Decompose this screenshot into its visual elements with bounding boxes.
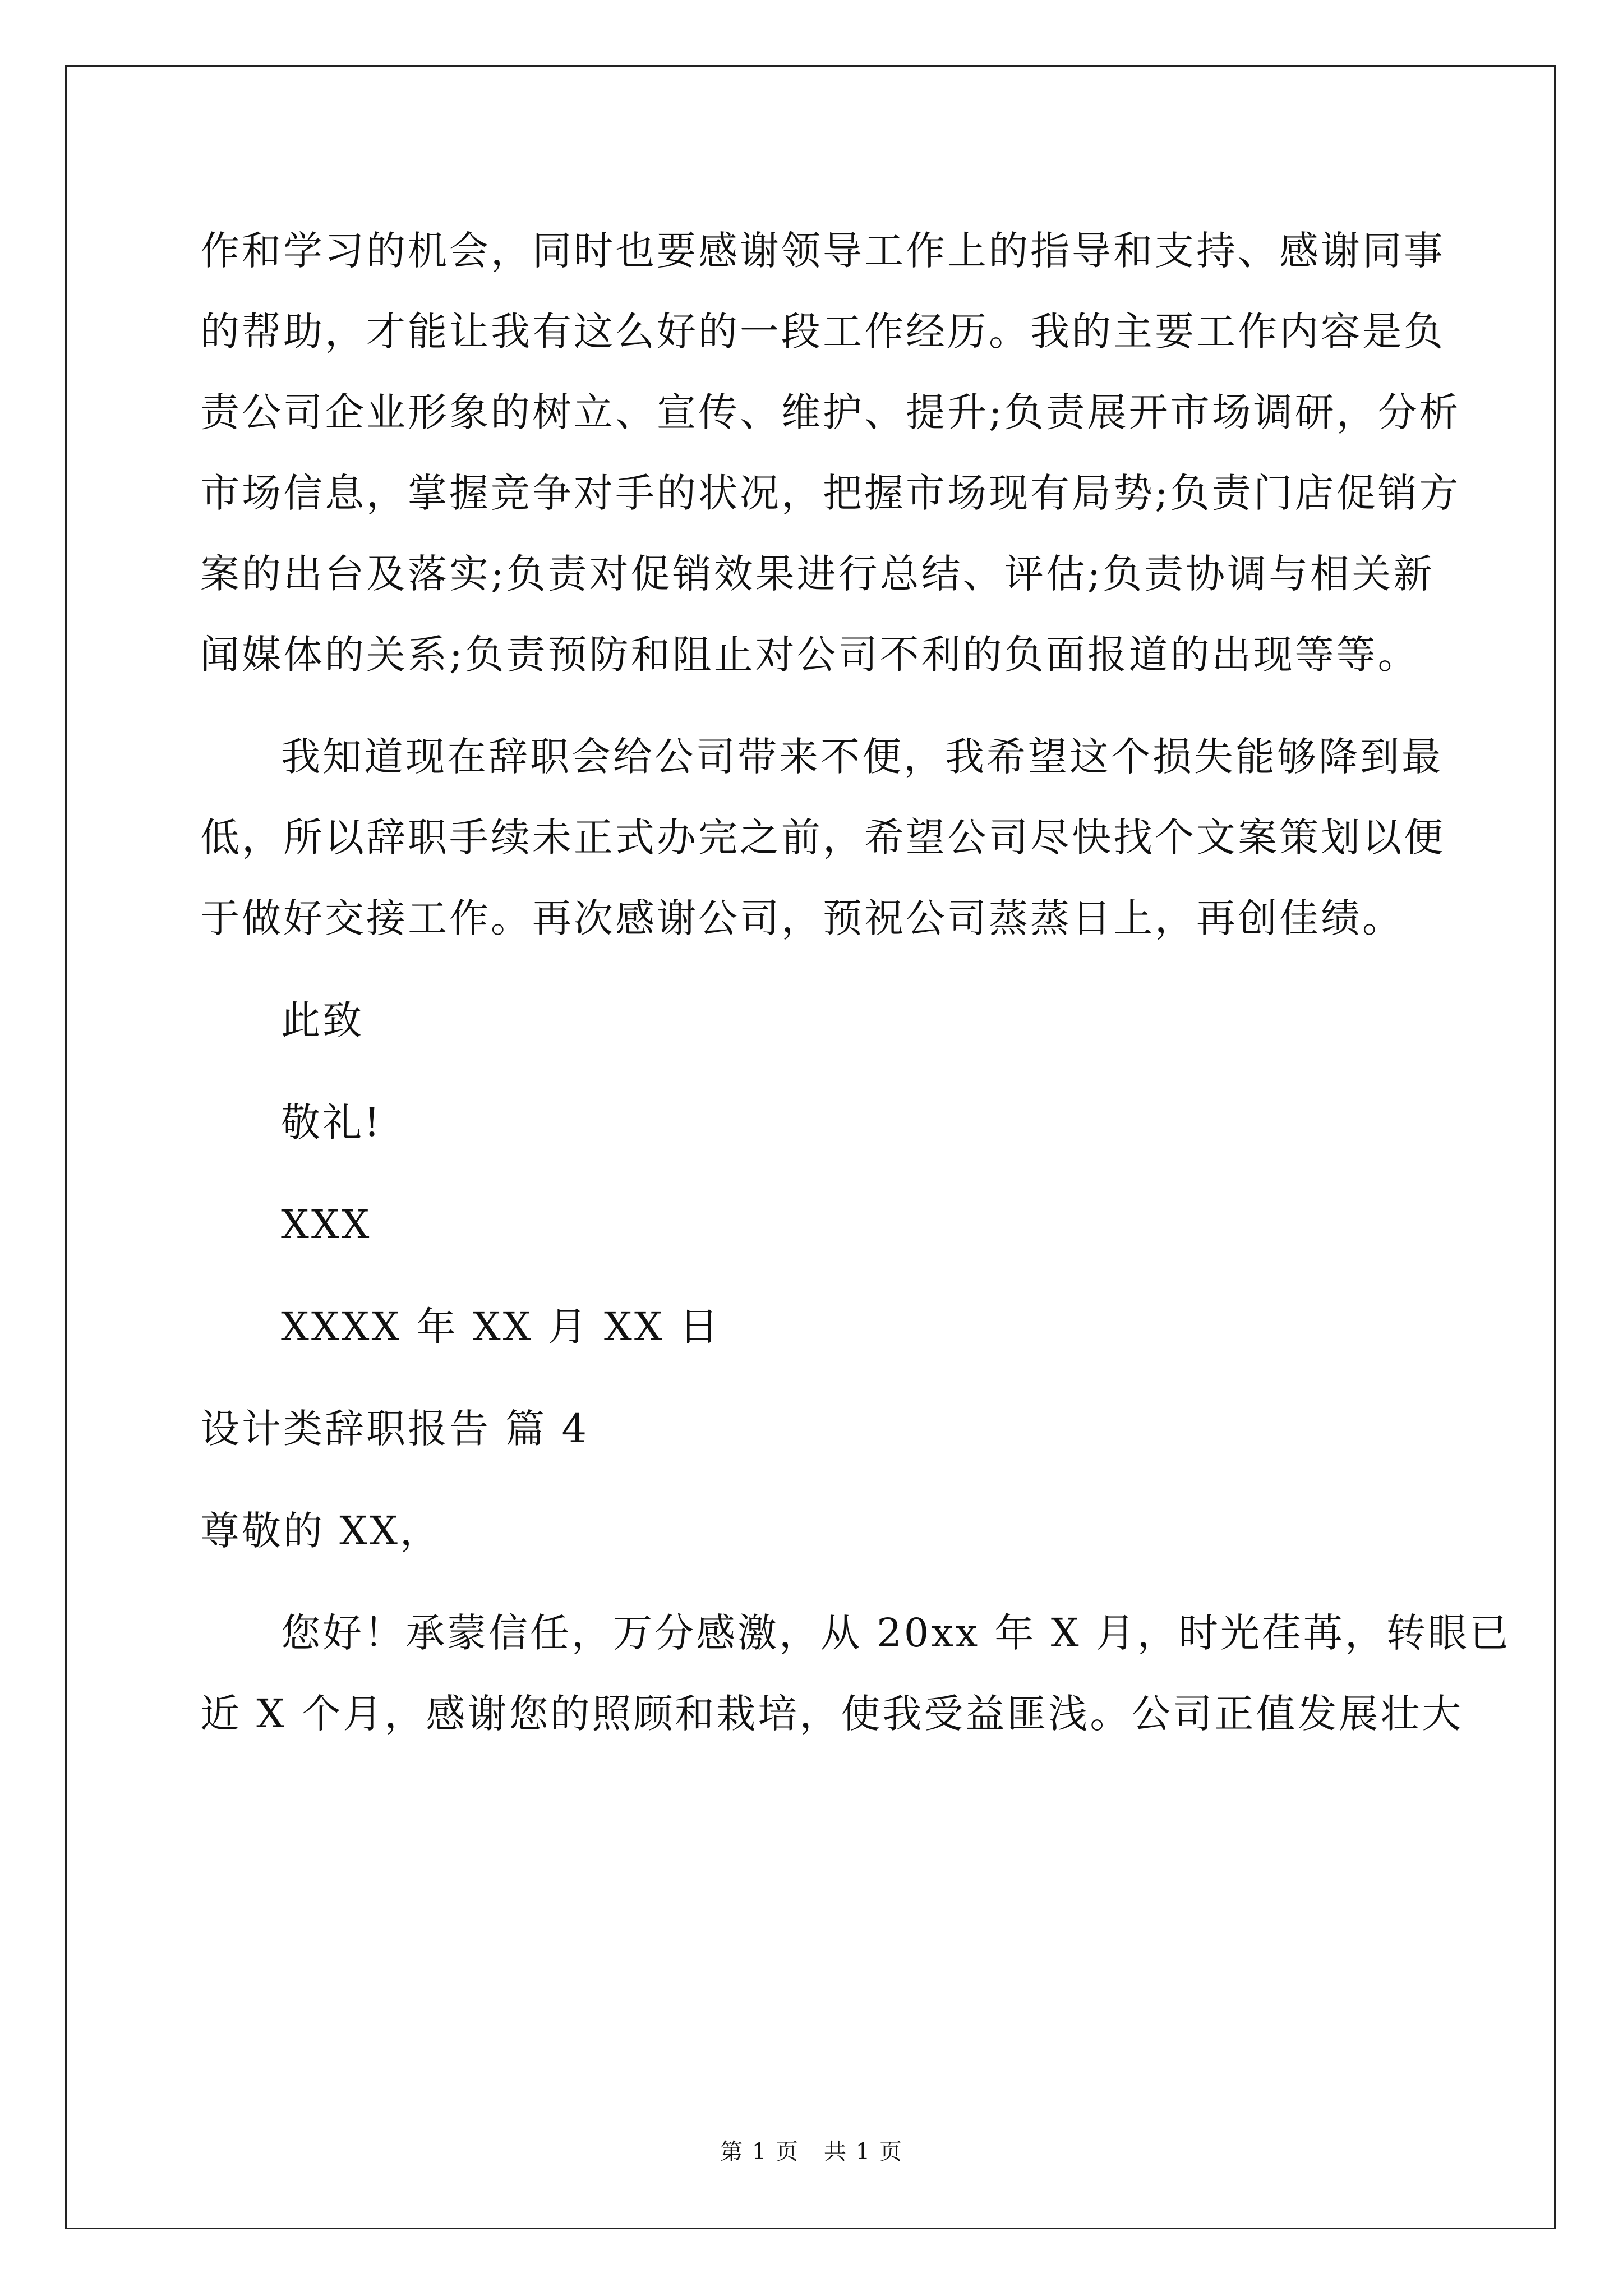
paragraph-line: 近 X 个月，感谢您的照顾和栽培，使我受益匪浅。公司正值发展壮大 (200, 1691, 1464, 1737)
page-total: 共 1 页 (824, 2139, 903, 2165)
paragraph-line: 市场信息，掌握竞争对手的状况，把握市场现有局势;负责门店促销方 (200, 470, 1461, 516)
section-heading: 设计类辞职报告 篇 4 (200, 1406, 589, 1452)
paragraph-line: 的帮助，才能让我有这么好的一段工作经历。我的主要工作内容是负 (200, 309, 1445, 355)
signature-date: XXXX 年 XX 月 XX 日 (281, 1304, 721, 1350)
document-body (200, 210, 1511, 1754)
paragraph-line: 作和学习的机会，同时也要感谢领导工作上的指导和支持、感谢同事 (200, 228, 1445, 274)
salutation-regards: 敬礼! (281, 1099, 382, 1145)
salutation-closing: 此致 (281, 997, 364, 1043)
letter-greeting: 尊敬的 XX， (200, 1508, 441, 1554)
paragraph-line: 我知道现在辞职会给公司带来不便，我希望这个损失能够降到最 (281, 734, 1443, 780)
paragraph-line: 闻媒体的关系;负责预防和阻止对公司不利的负面报道的出现等等。 (200, 632, 1419, 678)
paragraph-line: 您好！承蒙信任，万分感激，从 20xx 年 X 月，时光荏苒，转眼已 (281, 1610, 1511, 1656)
paragraph-line: 低，所以辞职手续未正式办完之前，希望公司尽快找个文案策划以便 (200, 815, 1445, 861)
paragraph-line: 责公司企业形象的树立、宣传、维护、提升;负责展开市场调研，分析 (200, 389, 1461, 435)
page-footer (0, 2136, 1623, 2168)
page-number: 第 1 页 (720, 2139, 799, 2165)
paragraph-line: 案的出台及落实;负责对促销效果进行总结、评估;负责协调与相关新 (200, 551, 1435, 597)
signature-name: XXX (281, 1202, 372, 1248)
paragraph-line: 于做好交接工作。再次感谢公司，预祝公司蒸蒸日上，再创佳绩。 (200, 895, 1404, 941)
